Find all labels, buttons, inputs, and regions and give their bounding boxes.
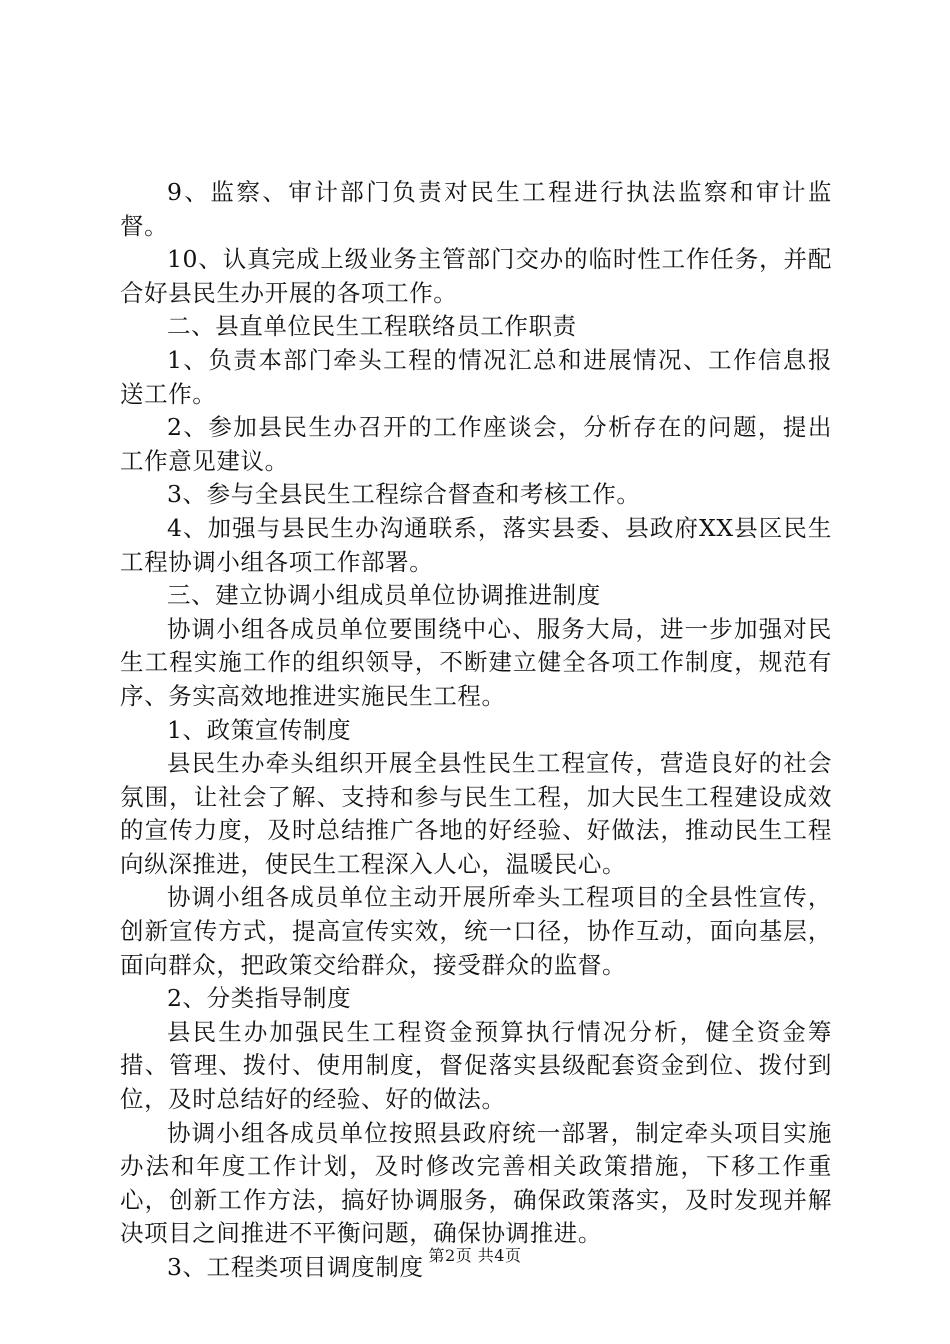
paragraph-guidance-office: 县民生办加强民生工程资金预算执行情况分析，健全资金筹措、管理、拨付、使用制度，督促落实县级配套资金到位、拨付到位，及时总结好的经验、好的做法。 (120, 1017, 832, 1114)
paragraph-liaison-4: 4、加强与县民生办沟通联系，落实县委、县政府XX县区民生工程协调小组各项工作部署。 (120, 513, 832, 576)
paragraph-liaison-3: 3、参与全县民生工程综合督查和考核工作。 (167, 480, 641, 509)
paragraph-item-10: 10、认真完成上级业务主管部门交办的临时性工作任务，并配合好县民生办开展的各项工作。 (120, 245, 832, 307)
page-number-footer: 第2页 共4页 (428, 1246, 522, 1265)
subheading-policy-publicity: 1、政策宣传制度 (167, 715, 352, 744)
paragraph-publicity-members: 协调小组各成员单位主动开展所牵头工程项目的全县性宣传，创新宣传方式，提高宣传实效，统一口径，协作互动，面向基层，面向群众，把政策交给群众，接受群众的监督。 (120, 883, 832, 979)
paragraph-item-9: 9、监察、审计部门负责对民生工程进行执法监察和审计监督。 (120, 178, 832, 240)
paragraph-guidance-members: 协调小组各成员单位按照县政府统一部署，制定牵头项目实施办法和年度工作计划，及时修改完善相关政策措施，下移工作重心，创新工作方法，搞好协调服务，确保政策落实，及时发现并解决项目之间推进不平衡问题，确保协调推进。 (120, 1118, 832, 1248)
paragraph-liaison-2: 2、参加县民生办召开的工作座谈会，分析存在的问题，提出工作意见建议。 (120, 413, 832, 475)
paragraph-publicity-office: 县民生办牵头组织开展全县性民生工程宣传，营造良好的社会氛围，让社会了解、支持和参与民生工程，加大民生工程建设成效的宣传力度，及时总结推广各地的好经验、好做法，推动民生工程向纵深推进，使民生工程深入人心，温暖民心。 (120, 749, 832, 878)
paragraph-coordination-intro: 协调小组各成员单位要围绕中心、服务大局，进一步加强对民生工程实施工作的组织领导，不断建立健全各项工作制度，规范有序、务实高效地推进实施民生工程。 (120, 614, 832, 710)
section-heading-liaison-duties: 二、县直单位民生工程联络员工作职责 (167, 312, 577, 341)
paragraph-liaison-1: 1、负责本部门牵头工程的情况汇总和进展情况、工作信息报送工作。 (120, 345, 832, 408)
subheading-project-dispatch: 3、工程类项目调度制度 (167, 1253, 424, 1281)
subheading-classified-guidance: 2、分类指导制度 (167, 984, 352, 1013)
document-body (120, 176, 832, 1285)
section-heading-coordination-system: 三、建立协调小组成员单位协调推进制度 (167, 581, 601, 610)
